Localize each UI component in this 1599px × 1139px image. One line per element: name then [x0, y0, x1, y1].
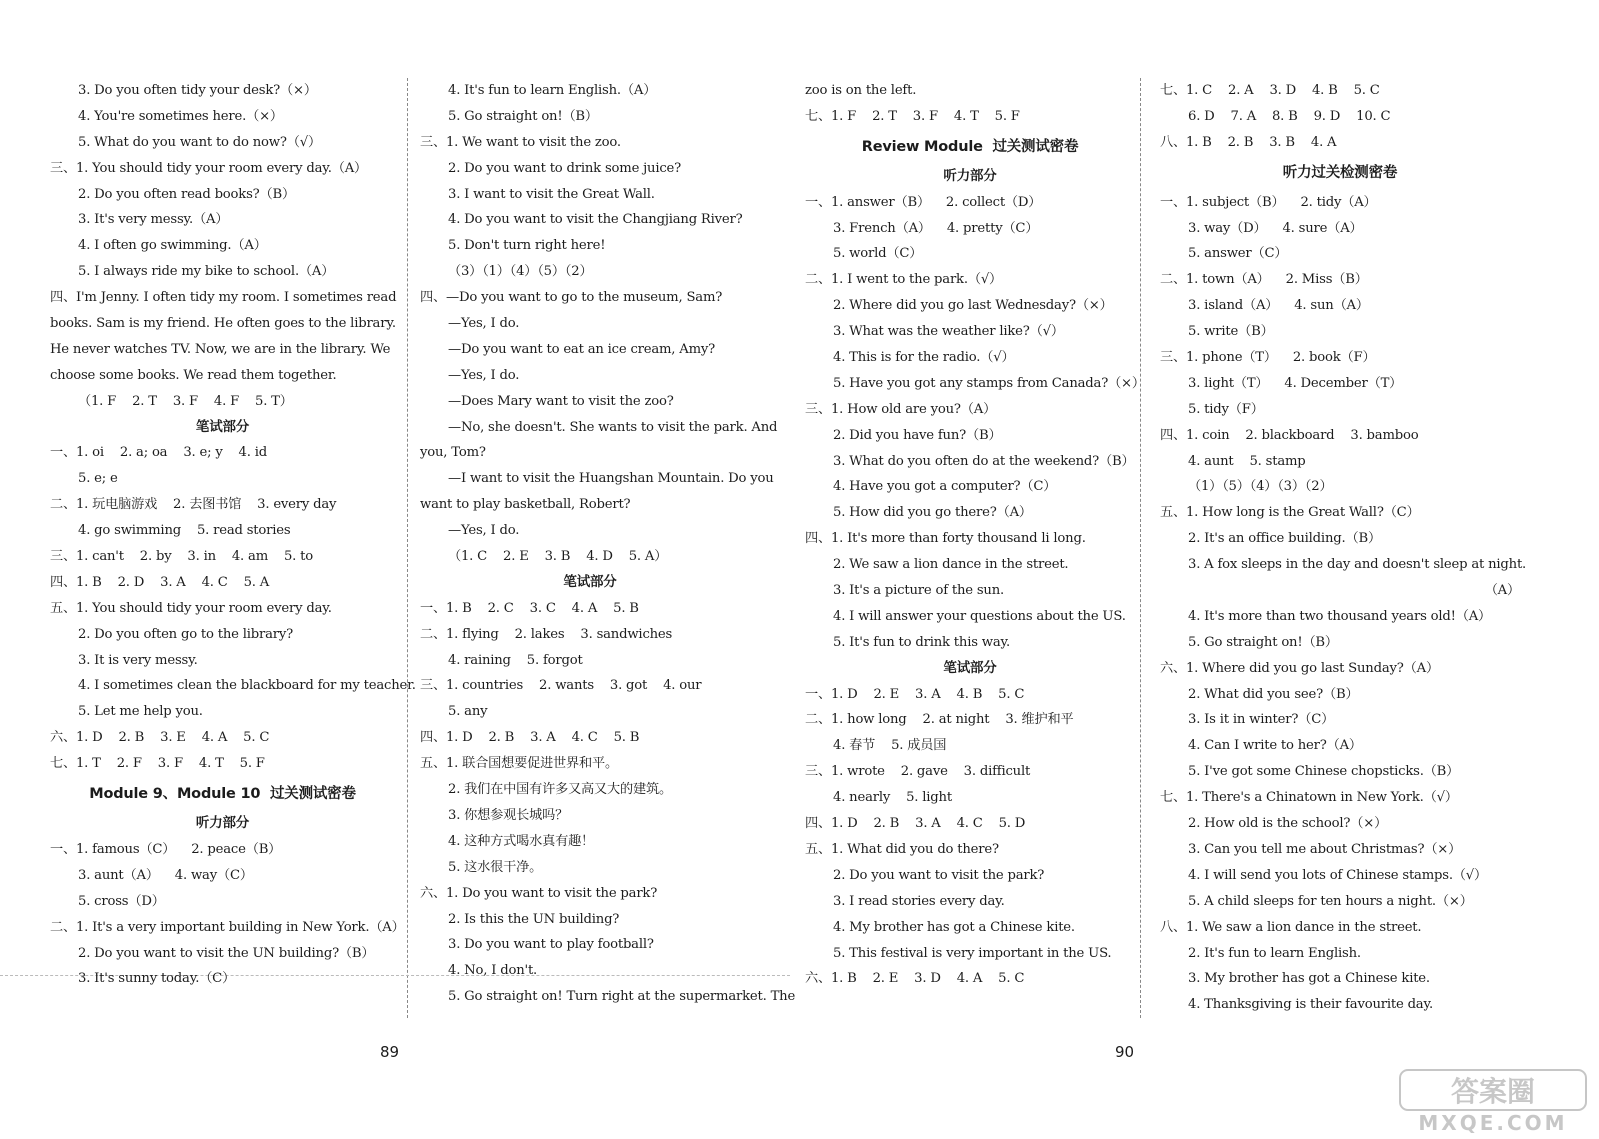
answer-line: 5. write（B） [1188, 324, 1274, 340]
answer-line: 5. answer（C） [1188, 246, 1288, 262]
column-divider [1140, 78, 1141, 1018]
answer-column-4 [1160, 78, 1527, 1018]
answer-line: 3. My brother has got a Chinese kite. [1188, 971, 1430, 987]
answer-line: 4. You're sometimes here.（×） [78, 108, 283, 124]
section-heading: 听力部分 [943, 167, 997, 184]
answer-line: 4. nearly 5. light [833, 790, 952, 806]
section-heading: 笔试部分 [563, 573, 617, 590]
answer-line: 一、1. D 2. E 3. A 4. B 5. C [805, 686, 1025, 702]
answer-line: 4. I will answer your questions about the US. [833, 608, 1126, 624]
answer-line: 2. It's an office building.（B） [1188, 531, 1381, 547]
answer-line: 2. Do you often read books?（B） [78, 186, 295, 202]
watermark-logo [1398, 1068, 1588, 1136]
answer-line: 4. go swimming 5. read stories [78, 523, 291, 539]
answer-line: —I want to visit the Huangshan Mountain. Do you [448, 471, 774, 487]
answer-line: 二、1. flying 2. lakes 3. sandwiches [420, 626, 673, 642]
answer-line: 一、1. subject（B） 2. tidy（A） [1160, 194, 1377, 210]
answer-line: （A） [1484, 583, 1520, 599]
section-title: Module 9、Module 10 过关测试密卷 [89, 786, 356, 803]
answer-line: 三、1. countries 2. wants 3. got 4. our [420, 678, 702, 694]
answer-line: —Do you want to eat an ice cream, Amy? [448, 341, 716, 357]
answer-line: 四、1. coin 2. blackboard 3. bamboo [1160, 427, 1419, 443]
answer-line: 5. Go straight on! Turn right at the supermarket. The [448, 989, 796, 1005]
answer-line: 3. light（T） 4. December（T） [1188, 375, 1403, 391]
answer-line: 3. What was the weather like?（√） [833, 324, 1064, 340]
answer-line: 4. raining 5. forgot [448, 652, 583, 668]
answer-line: —Yes, I do. [448, 523, 520, 539]
answer-line: —No, she doesn't. She wants to visit the park. And [448, 419, 778, 435]
answer-line: 三、1. phone（T） 2. book（F） [1160, 350, 1376, 366]
answer-line: 5. It's fun to drink this way. [833, 634, 1011, 650]
answer-line: 5. tidy（F） [1188, 401, 1264, 417]
answer-line: He never watches TV. Now, we are in the library. We [50, 341, 391, 357]
answer-line: 三、1. wrote 2. gave 3. difficult [805, 764, 1031, 780]
answer-line: 四、—Do you want to go to the museum, Sam? [420, 290, 723, 306]
answer-line: 三、1. We want to visit the zoo. [420, 134, 621, 150]
answer-line: 七、1. There's a Chinatown in New York.（√） [1160, 790, 1458, 806]
answer-line: 5. e; e [78, 471, 118, 487]
answer-line: 5. Go straight on!（B） [448, 108, 598, 124]
answer-line: 3. Is it in winter?（C） [1188, 712, 1335, 728]
answer-line: 3. 你想参观长城吗？ [448, 807, 569, 823]
answer-line: 二、1. It's a very important building in New York.（A） [50, 919, 405, 935]
answer-line: 2. Do you want to visit the park? [833, 867, 1045, 883]
column-divider [407, 78, 408, 1018]
answer-line: 2. 我们在中国有许多又高又大的建筑。 [448, 782, 672, 798]
answer-line: 3. It's a picture of the sun. [833, 583, 1005, 599]
answer-line: 四、1. D 2. B 3. A 4. C 5. D [805, 816, 1026, 832]
section-heading: 笔试部分 [195, 418, 250, 435]
answer-line: 3. Can you tell me about Christmas?（×） [1188, 841, 1462, 857]
answer-line: 六、1. B 2. E 3. D 4. A 5. C [805, 971, 1025, 987]
answer-line: want to play basketball, Robert? [420, 497, 631, 513]
answer-column-2 [420, 78, 796, 1010]
answer-line: 二、1. 玩电脑游戏 2. 去图书馆 3. every day [50, 497, 337, 513]
answer-line: —Yes, I do. [448, 316, 520, 332]
answer-line: choose some books. We read them together. [50, 367, 337, 383]
answer-line: 五、1. 联合国想要促进世界和平。 [420, 756, 618, 772]
answer-line: 五、1. You should tidy your room every day. [50, 600, 332, 616]
svg-text:MXQE.COM: MXQE.COM [1418, 1111, 1568, 1135]
answer-line: 2. It's fun to learn English. [1188, 945, 1361, 961]
answer-line: 3. I read stories every day. [833, 893, 1005, 909]
answer-line: 4. Do you want to visit the Changjiang River? [448, 212, 743, 228]
answer-line: zoo is on the left. [805, 83, 917, 98]
answer-line: 4. Have you got a computer?（C） [833, 479, 1057, 495]
answer-line: 4. aunt 5. stamp [1188, 453, 1306, 469]
answer-line: 四、1. D 2. B 3. A 4. C 5. B [420, 730, 640, 746]
answer-line: 4. 春节 5. 成员国 [833, 738, 947, 754]
answer-line: 三、1. You should tidy your room every day.（A） [50, 160, 368, 176]
answer-line: 5. How did you go there?（A） [833, 505, 1032, 521]
answer-line: 2. Do you want to drink some juice? [448, 160, 682, 176]
answer-line: 七、1. T 2. F 3. F 4. T 5. F [50, 756, 265, 772]
answer-line: 二、1. how long 2. at night 3. 维护和平 [805, 712, 1074, 728]
answer-line: 三、1. can't 2. by 3. in 4. am 5. to [50, 549, 313, 565]
answer-line: 5. Don't turn right here! [448, 238, 606, 254]
answer-line: 一、1. famous（C） 2. peace（B） [50, 841, 282, 857]
answer-line: 5. world（C） [833, 246, 923, 262]
answer-line: 4. I will send you lots of Chinese stamps.（√） [1188, 867, 1487, 883]
answer-line: 3. A fox sleeps in the day and doesn't sleep at night. [1188, 557, 1527, 573]
answer-line: 一、1. B 2. C 3. C 4. A 5. B [420, 600, 639, 616]
answer-line: 4. Can I write to her?（A） [1188, 738, 1362, 754]
answer-line: （1）（5）（4）（3）（2） [1188, 479, 1333, 495]
answer-line: 4. My brother has got a Chinese kite. [833, 919, 1075, 935]
answer-line: 七、1. C 2. A 3. D 4. B 5. C [1160, 83, 1380, 98]
answer-line: 5. cross（D） [78, 893, 165, 909]
answer-line: —Yes, I do. [448, 367, 520, 383]
answer-line: 一、1. answer（B） 2. collect（D） [805, 194, 1042, 210]
answer-line: 六、1. Do you want to visit the park? [420, 885, 658, 901]
answer-line: 2. Did you have fun?（B） [833, 427, 1002, 443]
answer-line: 3. Do you want to play football? [448, 937, 654, 953]
answer-line: 2. Do you want to visit the UN building?（B） [78, 945, 375, 961]
answer-line: 3. I want to visit the Great Wall. [448, 186, 655, 202]
answer-line: 3. What do you often do at the weekend?（B） [833, 453, 1135, 469]
answer-line: 4. I often go swimming.（A） [78, 238, 267, 254]
answer-line: 2. Where did you go last Wednesday?（×） [833, 298, 1113, 314]
answer-line: 八、1. We saw a lion dance in the street. [1160, 919, 1422, 935]
answer-line: 5. Let me help you. [78, 704, 203, 720]
answer-line: 5. I've got some Chinese chopsticks.（B） [1188, 764, 1460, 780]
answer-line: 2. We saw a lion dance in the street. [833, 557, 1069, 573]
answer-line: 五、1. How long is the Great Wall?（C） [1160, 505, 1420, 521]
answer-line: 3. way（D） 4. sure（A） [1188, 220, 1363, 236]
answer-line: 3. aunt（A） 4. way（C） [78, 867, 253, 883]
answer-column-3 [805, 78, 1145, 992]
answer-line: 六、1. D 2. B 3. E 4. A 5. C [50, 730, 270, 746]
answer-line: 4. This is for the radio.（√） [833, 350, 1015, 366]
section-heading: 听力部分 [195, 815, 250, 832]
answer-line: （3）（1）（4）（5）（2） [448, 264, 593, 280]
answer-line: 4. It's more than two thousand years old!（A） [1188, 608, 1492, 624]
answer-line: 3. It is very messy. [78, 652, 198, 668]
answer-line: —Does Mary want to visit the zoo? [448, 393, 674, 409]
answer-line: 5. 这水很干净。 [448, 859, 543, 875]
answer-line: 二、1. I went to the park.（√） [805, 272, 1003, 288]
answer-line: 5. Go straight on!（B） [1188, 634, 1338, 650]
answer-line: 4. 这种方式喝水真有趣！ [448, 833, 595, 849]
answer-line: 4. No, I don't. [448, 963, 538, 979]
section-title: 听力过关检测密卷 [1282, 164, 1398, 181]
answer-line: 四、I'm Jenny. I often tidy my room. I sometimes read [50, 290, 397, 306]
answer-line: 2. What did you see?（B） [1188, 686, 1359, 702]
answer-line: （1. F 2. T 3. F 4. F 5. T） [78, 393, 293, 409]
answer-line: 五、1. What did you do there? [805, 841, 999, 857]
answer-line: 2. How old is the school?（×） [1188, 816, 1388, 832]
answer-column-1 [50, 78, 416, 992]
answer-line: 3. French（A） 4. pretty（C） [833, 220, 1039, 236]
svg-text:答案圈: 答案圈 [1450, 1075, 1536, 1108]
answer-line: 3. It's sunny today.（C） [78, 971, 236, 987]
answer-line: 六、1. Where did you go last Sunday?（A） [1160, 660, 1439, 676]
answer-line: 3. It's very messy.（A） [78, 212, 229, 228]
answer-line: 3. Do you often tidy your desk?（×） [78, 83, 317, 98]
answer-line: 5. Have you got any stamps from Canada?（×） [833, 375, 1145, 391]
answer-line: 4. Thanksgiving is their favourite day. [1188, 997, 1433, 1013]
answer-line: 二、1. town（A） 2. Miss（B） [1160, 272, 1368, 288]
answer-line: books. Sam is my friend. He often goes to the library. [50, 316, 396, 332]
section-heading: 笔试部分 [943, 659, 997, 676]
answer-line: 四、1. It's more than forty thousand li long. [805, 531, 1086, 547]
answer-line: 七、1. F 2. T 3. F 4. T 5. F [805, 108, 1020, 124]
page-number-right: 90 [1115, 1043, 1135, 1061]
answer-line: 5. A child sleeps for ten hours a night.（×） [1188, 893, 1473, 909]
answer-line: 一、1. oi 2. a; oa 3. e; y 4. id [50, 445, 267, 461]
answer-line: 4. I sometimes clean the blackboard for my teacher. [78, 678, 416, 694]
answer-line: 5. any [448, 704, 488, 720]
answer-line: you, Tom? [420, 445, 486, 461]
answer-line: 四、1. B 2. D 3. A 4. C 5. A [50, 574, 270, 590]
answer-line: 4. It's fun to learn English.（A） [448, 83, 657, 98]
answer-line: 5. I always ride my bike to school.（A） [78, 264, 335, 280]
section-title: Review Module 过关测试密卷 [861, 138, 1079, 155]
answer-line: 5. What do you want to do now?（√） [78, 134, 321, 150]
answer-line: 3. island（A） 4. sun（A） [1188, 298, 1369, 314]
answer-line: 2. Is this the UN building? [448, 911, 620, 927]
page-number-left: 89 [380, 1043, 400, 1061]
answer-line: 三、1. How old are you?（A） [805, 401, 997, 417]
answer-line: 5. This festival is very important in the US. [833, 945, 1112, 961]
answer-line: 6. D 7. A 8. B 9. D 10. C [1188, 108, 1391, 124]
answer-line: 八、1. B 2. B 3. B 4. A [1160, 134, 1337, 150]
answer-line: 2. Do you often go to the library? [78, 626, 294, 642]
answer-line: （1. C 2. E 3. B 4. D 5. A） [448, 549, 668, 565]
